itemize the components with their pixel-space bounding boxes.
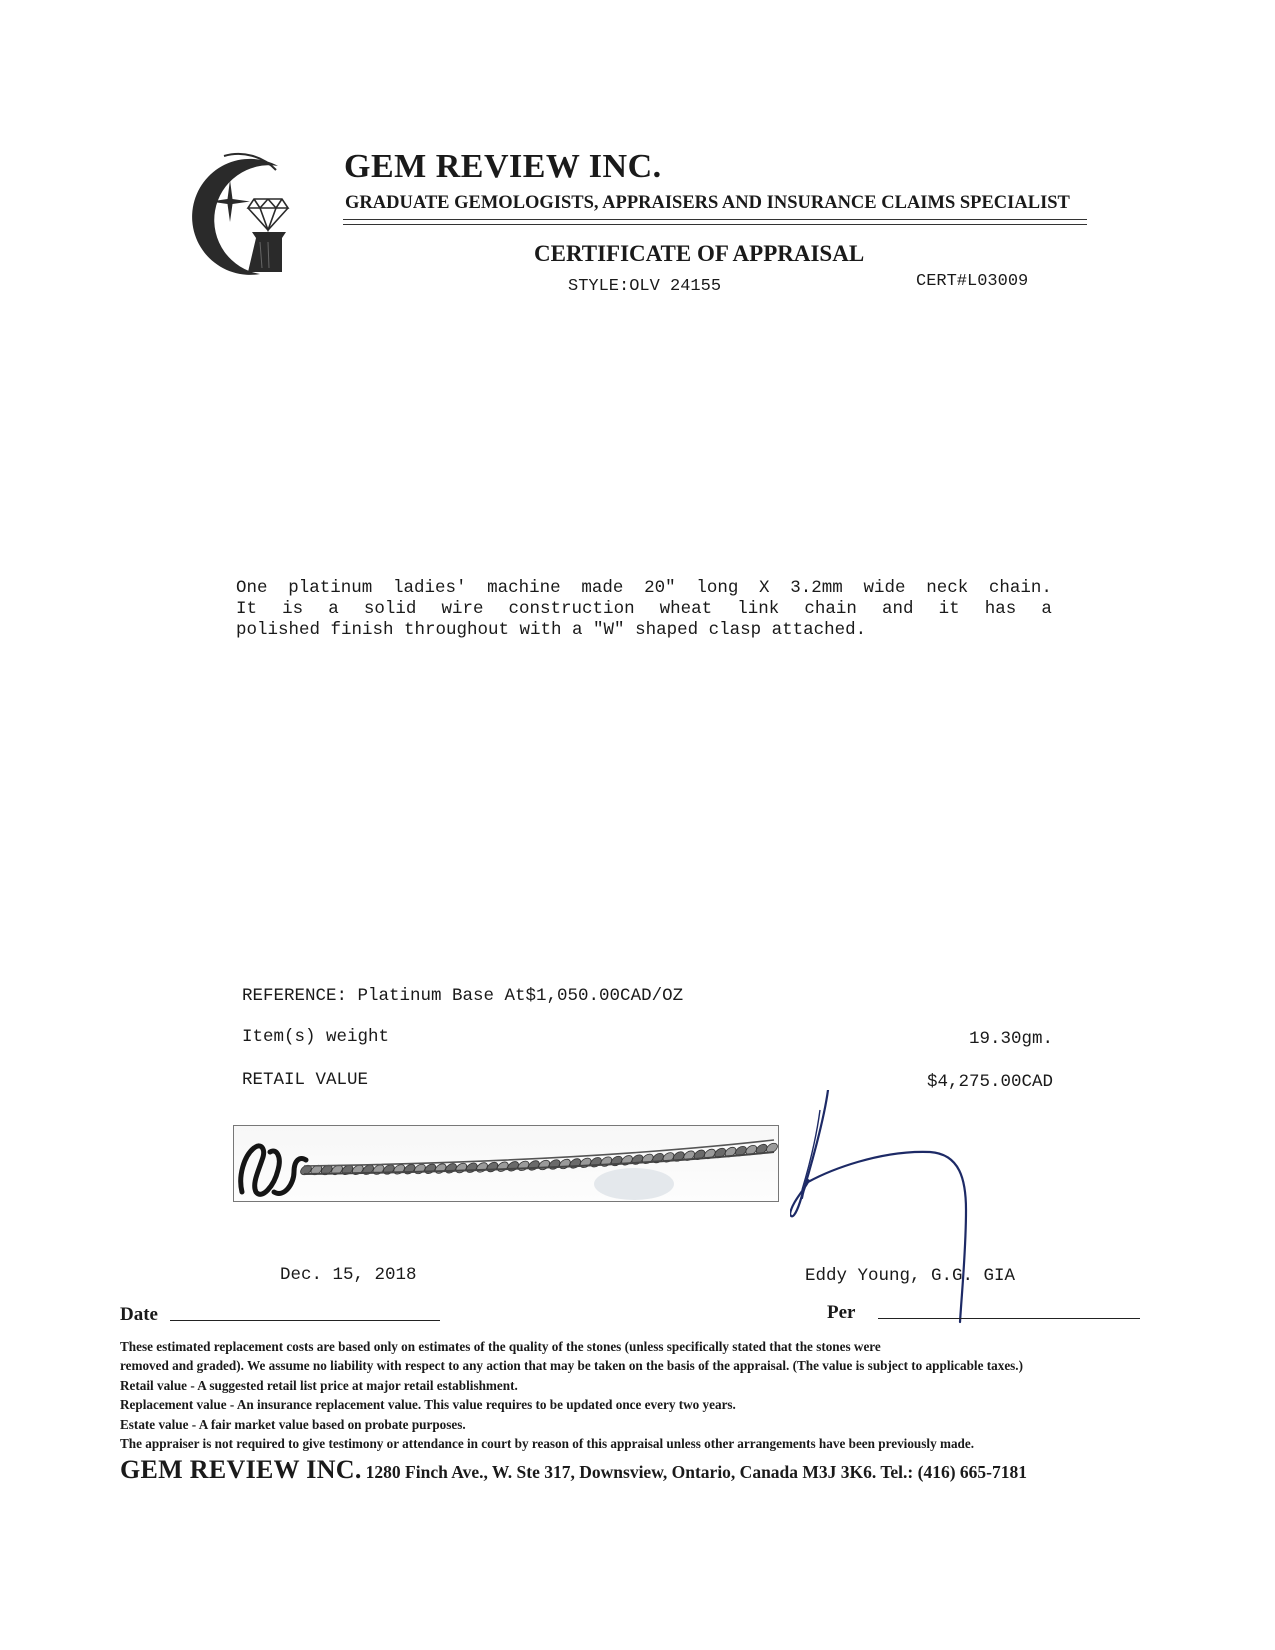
description-word: chain: [804, 599, 857, 619]
retail-value-label: RETAIL VALUE: [242, 1070, 369, 1090]
footer-company-name: GEM REVIEW INC.: [120, 1455, 362, 1484]
footer-address: 1280 Finch Ave., W. Ste 317, Downsview, Ontario, Canada M3J 3K6. Tel.: (416) 665-7181: [365, 1462, 1027, 1482]
gem-review-logo-icon: [176, 152, 298, 282]
description-line-1: [236, 578, 1052, 599]
footer: [120, 1455, 1027, 1485]
wheat-chain-photo-icon: [234, 1126, 778, 1201]
date-label: Date: [120, 1304, 158, 1325]
description-word: link: [737, 599, 780, 619]
description-word: construction: [508, 599, 635, 619]
disclaimer-line: Replacement value - An insurance replacement value. This value requires to be updated once every two years.: [120, 1397, 736, 1413]
reference-price: REFERENCE: Platinum Base At$1,050.00CAD/OZ: [242, 986, 684, 1006]
disclaimer-line: The appraiser is not required to give testimony or attendance in court by reason of this appraisal unless other arrangements have been previously made.: [120, 1436, 975, 1452]
description-word: platinum: [288, 578, 373, 598]
description-word: made: [581, 578, 624, 598]
description-word: it: [938, 599, 960, 619]
description-word: is: [282, 599, 304, 619]
description-word: wheat: [659, 599, 713, 619]
description-word: machine: [487, 578, 561, 598]
certificate-number: CERT#L03009: [916, 272, 1029, 291]
description-word: a: [328, 599, 339, 619]
company-name: GEM REVIEW INC.: [344, 148, 662, 185]
certificate-title: CERTIFICATE OF APPRAISAL: [534, 241, 865, 266]
description-word: solid: [363, 599, 417, 619]
description-word: It: [236, 599, 258, 619]
disclaimer-line: Retail value - A suggested retail list price at major retail establishment.: [120, 1377, 518, 1393]
description-word: wide: [863, 578, 906, 598]
date-signature-line: [170, 1320, 440, 1321]
description-word: chain.: [988, 578, 1052, 598]
description-word: neck: [926, 578, 969, 598]
disclaimer-line: These estimated replacement costs are based only on estimates of the quality of the stones (unless specifically stated that the stones were: [120, 1339, 881, 1354]
item-description: [236, 578, 1052, 641]
description-word: ladies': [392, 578, 467, 598]
disclaimer-line: removed and graded). We assume no liability with respect to any action that may be taken on the basis of the appraisal. (The value is subject to applicable taxes.): [120, 1358, 1023, 1374]
description-word: has: [984, 599, 1017, 619]
item-photo: [233, 1125, 779, 1202]
appraiser-name: Eddy Young, G.G. GIA: [805, 1266, 1016, 1286]
weight-label: Item(s) weight: [242, 1027, 390, 1047]
description-word: X: [759, 578, 770, 598]
description-word: wire: [441, 599, 484, 619]
description-word: long: [696, 578, 739, 598]
description-line-3: polished finish throughout with a "W" shaped clasp attached.: [236, 620, 867, 640]
description-word: and: [882, 599, 914, 619]
disclaimer-line: Estate value - A fair market value based on probate purposes.: [120, 1416, 466, 1432]
weight-value: 19.30gm.: [968, 1029, 1053, 1049]
per-signature-line: [878, 1318, 1140, 1319]
header-divider: [343, 219, 1087, 225]
description-line-2: [236, 599, 1052, 620]
retail-value-amount: $4,275.00CAD: [926, 1072, 1053, 1092]
description-word: 20": [644, 578, 676, 598]
style-number: STYLE:OLV 24155: [568, 277, 722, 296]
description-word: 3.2mm: [790, 578, 843, 598]
per-label: Per: [827, 1302, 856, 1323]
description-word: One: [236, 578, 268, 598]
disclaimer: [120, 1337, 1170, 1453]
description-word: a: [1041, 599, 1052, 619]
handwritten-signature-icon: [790, 1090, 1010, 1330]
company-tagline: GRADUATE GEMOLOGISTS, APPRAISERS AND INSURANCE CLAIMS SPECIALIST: [345, 193, 1070, 213]
appraisal-date: Dec. 15, 2018: [280, 1265, 417, 1285]
